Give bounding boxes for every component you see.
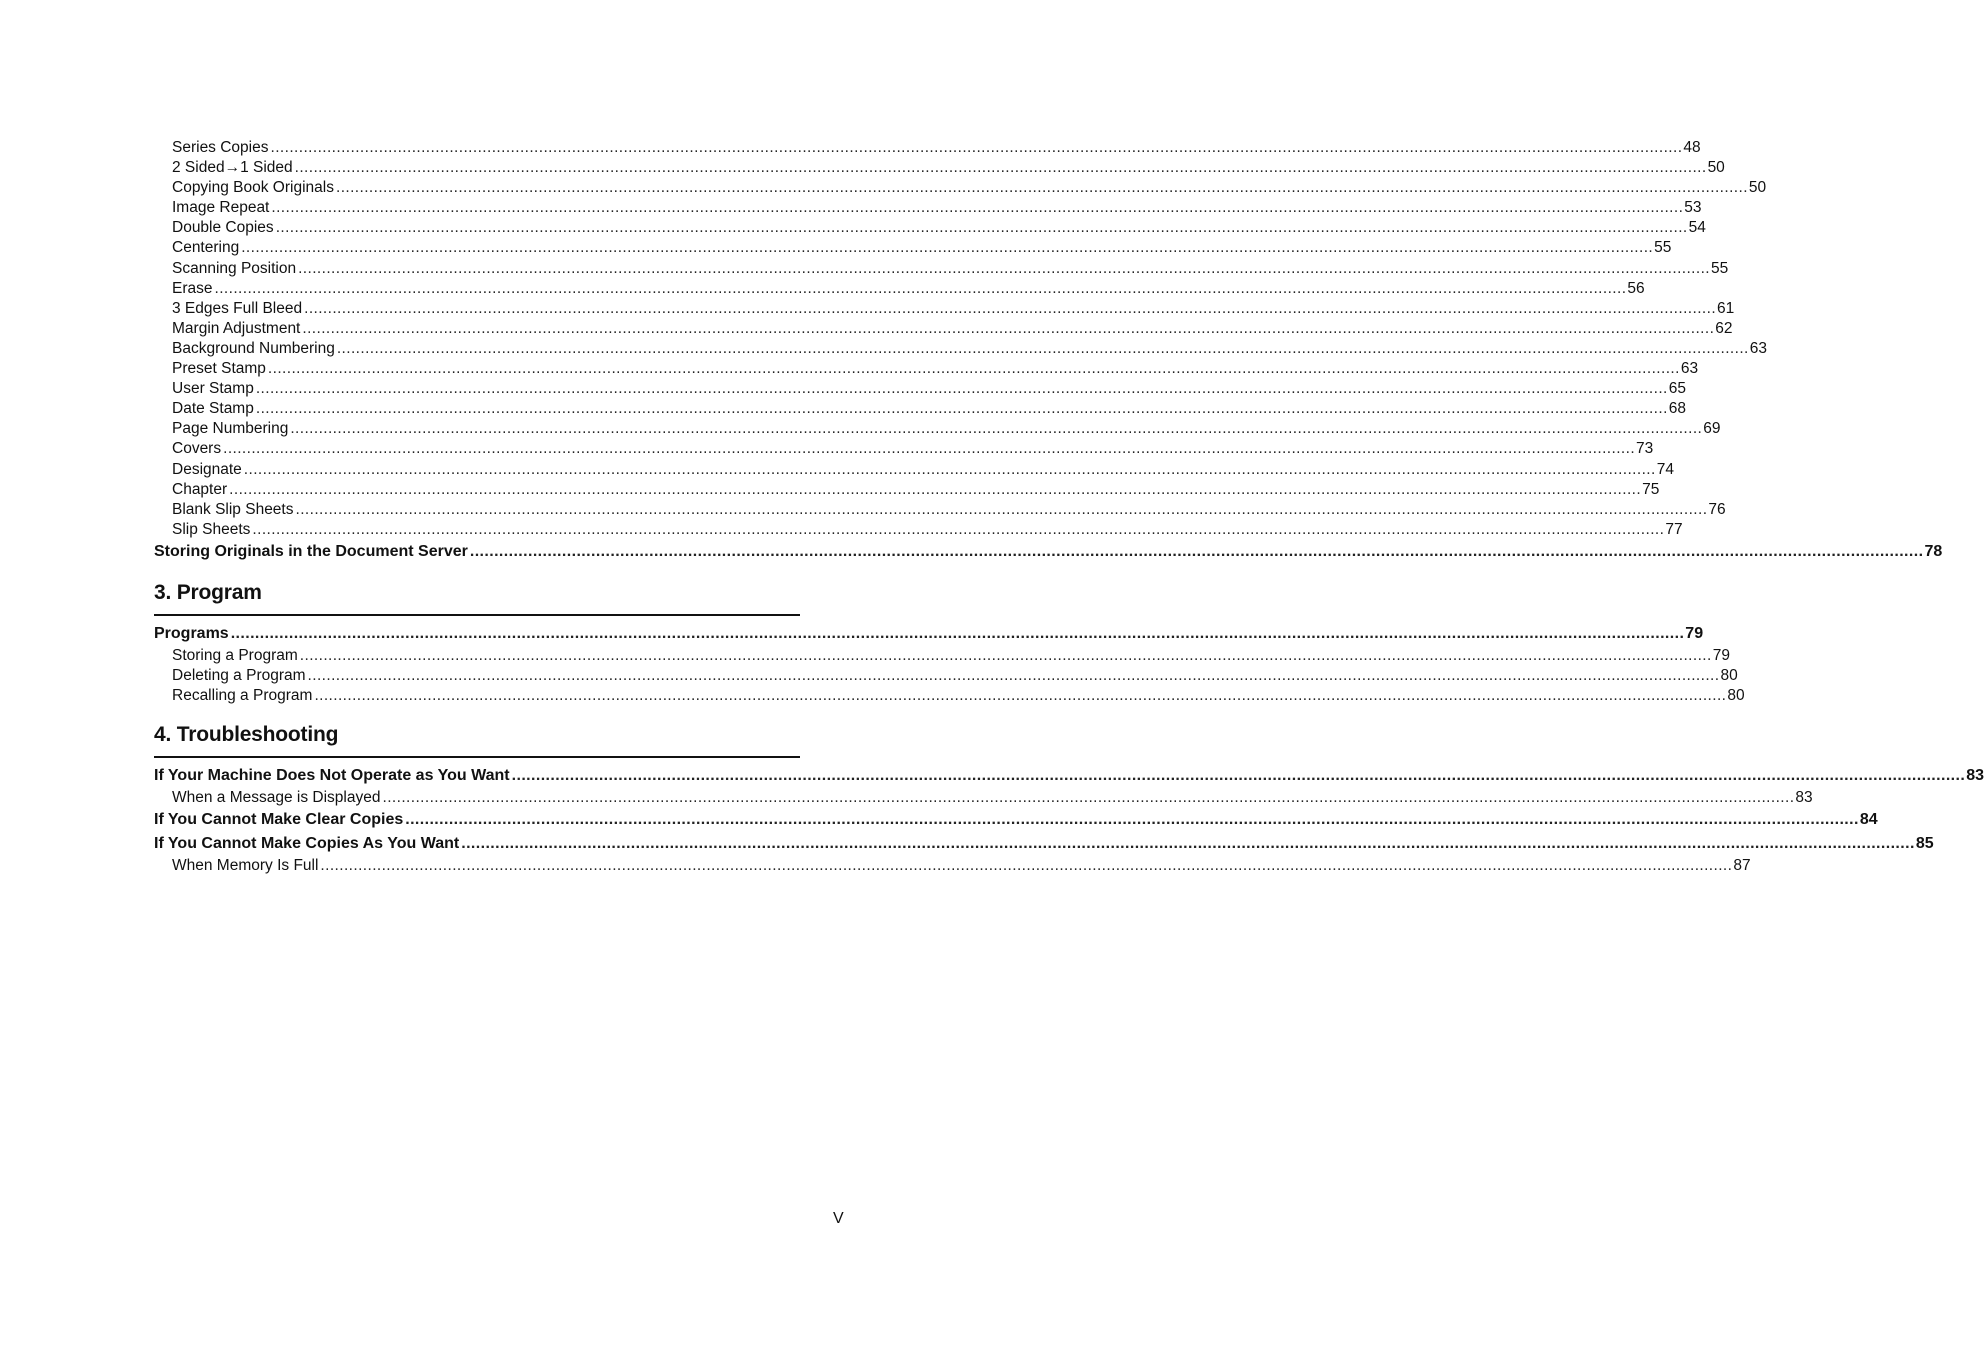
- dot-leader: ............................................................................................................................................................................................................................................................................................................: [255, 400, 1668, 418]
- toc-entry-page: 79: [1685, 624, 1704, 642]
- toc-entry-title: Copying Book Originals: [172, 179, 334, 197]
- toc-entry-page: 74: [1656, 460, 1674, 478]
- toc-entry-title: Page Numbering: [172, 420, 289, 438]
- toc-entry-page: 87: [1733, 857, 1751, 875]
- toc-entry-page: 77: [1665, 520, 1683, 538]
- dot-leader: ............................................................................................................................................................................................................................................................................................................: [314, 687, 1727, 705]
- toc-entry-title: Background Numbering: [172, 339, 335, 357]
- toc-entry-page: 56: [1627, 279, 1645, 297]
- toc-entry[interactable]: [154, 218, 1706, 238]
- toc-entry[interactable]: [154, 460, 1674, 480]
- dot-leader: ............................................................................................................................................................................................................................................................................................................: [241, 239, 1654, 257]
- toc-entry[interactable]: [154, 439, 1654, 459]
- dot-leader: ............................................................................................................................................................................................................................................................................................................: [302, 319, 1715, 337]
- toc-entry-page: 53: [1684, 199, 1702, 217]
- toc-entry-page: 83: [1795, 789, 1813, 807]
- dot-leader: ............................................................................................................................................................................................................................................................................................................: [469, 542, 1924, 560]
- dot-leader: ............................................................................................................................................................................................................................................................................................................: [229, 480, 1642, 498]
- toc-entry-page: 63: [1680, 360, 1699, 378]
- toc-entry-title: Series Copies: [172, 139, 269, 156]
- toc-entry[interactable]: [154, 299, 1735, 319]
- dot-leader: ............................................................................................................................................................................................................................................................................................................: [294, 159, 1707, 177]
- toc-entry-page: 84: [1859, 811, 1878, 829]
- toc-entry-page: 55: [1654, 239, 1672, 257]
- toc-entry[interactable]: [154, 339, 1768, 359]
- toc-entry-title: Recalling a Program: [172, 687, 313, 705]
- toc-entry[interactable]: [154, 520, 1683, 540]
- toc-entry-page: 76: [1708, 500, 1726, 518]
- dot-leader: ............................................................................................................................................................................................................................................................................................................: [299, 646, 1712, 664]
- toc-entry-title: When Memory Is Full: [172, 857, 319, 875]
- toc-entry[interactable]: [154, 259, 1729, 279]
- toc-entry-title: Erase: [172, 279, 213, 297]
- toc-entry-page: 73: [1636, 440, 1654, 458]
- dot-leader: ............................................................................................................................................................................................................................................................................................................: [290, 420, 1703, 438]
- dot-leader: ............................................................................................................................................................................................................................................................................................................: [320, 857, 1733, 875]
- toc-entry[interactable]: [154, 856, 1751, 876]
- dot-leader: ............................................................................................................................................................................................................................................................................................................: [307, 666, 1720, 684]
- toc-entry-page: 69: [1703, 420, 1721, 438]
- toc-entry[interactable]: [154, 832, 1934, 856]
- toc-entry[interactable]: [154, 138, 1701, 158]
- toc-entry[interactable]: [154, 198, 1702, 218]
- toc-entry-title: If Your Machine Does Not Operate as You Want: [154, 767, 510, 785]
- toc-entry[interactable]: [154, 622, 1704, 646]
- toc-entry[interactable]: [154, 279, 1645, 299]
- dot-leader: ............................................................................................................................................................................................................................................................................................................: [270, 139, 1683, 156]
- dot-leader: ............................................................................................................................................................................................................................................................................................................: [271, 199, 1684, 217]
- dot-leader: ............................................................................................................................................................................................................................................................................................................: [304, 299, 1717, 317]
- dot-leader: ............................................................................................................................................................................................................................................................................................................: [243, 460, 1656, 478]
- dot-leader: ............................................................................................................................................................................................................................................................................................................: [405, 811, 1859, 829]
- toc-entry-title: Designate: [172, 460, 242, 478]
- toc-entry-title: User Stamp: [172, 380, 254, 398]
- toc-entry[interactable]: [154, 419, 1721, 439]
- toc-entry-page: 75: [1642, 480, 1660, 498]
- toc-entry-title: Preset Stamp: [172, 360, 266, 378]
- dot-leader: ............................................................................................................................................................................................................................................................................................................: [295, 500, 1708, 518]
- toc-entry-page: 55: [1711, 259, 1729, 277]
- chapter-heading: 4. Troubleshooting: [154, 720, 800, 758]
- toc-entry-page: 54: [1688, 219, 1706, 237]
- page-number: V: [833, 1210, 844, 1227]
- toc-entry-title: Scanning Position: [172, 259, 297, 277]
- toc-entry[interactable]: [154, 686, 1745, 706]
- toc-entry-title: 3 Edges Full Bleed: [172, 299, 303, 317]
- toc-entry-title: Slip Sheets: [172, 520, 251, 538]
- toc-entry[interactable]: [154, 158, 1725, 178]
- toc-entry-title: Covers: [172, 440, 222, 458]
- toc-entry[interactable]: [154, 646, 1730, 666]
- toc-entry-page: 79: [1712, 646, 1730, 664]
- toc-entry-page: 78: [1924, 542, 1943, 560]
- toc-entry[interactable]: [154, 178, 1767, 198]
- toc-entry-page: 62: [1715, 319, 1733, 337]
- toc-entry-page: 68: [1668, 400, 1687, 418]
- toc-entry-title: Storing Originals in the Document Server: [154, 542, 468, 560]
- toc-entry-title: Deleting a Program: [172, 666, 306, 684]
- toc-entry[interactable]: [154, 319, 1733, 339]
- toc-entry[interactable]: [154, 379, 1687, 399]
- toc-entry[interactable]: [154, 238, 1672, 258]
- toc-entry-title: 2 Sided→1 Sided: [172, 159, 293, 177]
- dot-leader: ............................................................................................................................................................................................................................................................................................................: [511, 767, 1966, 785]
- toc-entry-page: 80: [1727, 687, 1745, 705]
- toc-entry[interactable]: [154, 666, 1738, 686]
- dot-leader: ............................................................................................................................................................................................................................................................................................................: [267, 360, 1680, 378]
- toc-entry-title: Blank Slip Sheets: [172, 500, 294, 518]
- dot-leader: ............................................................................................................................................................................................................................................................................................................: [255, 380, 1668, 398]
- toc-entry[interactable]: [154, 480, 1660, 500]
- toc-entry-page: 85: [1915, 835, 1934, 853]
- dot-leader: ............................................................................................................................................................................................................................................................................................................: [382, 789, 1795, 807]
- dot-leader: ............................................................................................................................................................................................................................................................................................................: [335, 179, 1748, 197]
- toc-entry[interactable]: [154, 808, 1878, 832]
- toc-entry[interactable]: [154, 399, 1687, 419]
- toc-entry-page: 61: [1717, 299, 1735, 317]
- toc-entry-page: 63: [1749, 339, 1768, 357]
- toc-entry-title: Programs: [154, 624, 229, 642]
- toc-entry[interactable]: [154, 764, 1984, 788]
- toc-entry-title: Image Repeat: [172, 199, 270, 217]
- dot-leader: ............................................................................................................................................................................................................................................................................................................: [275, 219, 1688, 237]
- chapter-heading: 3. Program: [154, 578, 800, 616]
- dot-leader: ............................................................................................................................................................................................................................................................................................................: [230, 624, 1685, 642]
- dot-leader: ............................................................................................................................................................................................................................................................................................................: [252, 520, 1665, 538]
- toc-entry[interactable]: [154, 500, 1726, 520]
- toc-entry-page: 50: [1748, 179, 1767, 197]
- toc-entry-title: Storing a Program: [172, 646, 298, 664]
- toc-entry-title: When a Message is Displayed: [172, 789, 381, 807]
- toc-entry-title: Margin Adjustment: [172, 319, 301, 337]
- toc-entry-page: 65: [1668, 380, 1687, 398]
- toc-entry-page: 48: [1683, 139, 1701, 156]
- dot-leader: ............................................................................................................................................................................................................................................................................................................: [336, 339, 1749, 357]
- toc-entry-title: If You Cannot Make Copies As You Want: [154, 835, 460, 853]
- toc-entry-title: Centering: [172, 239, 240, 257]
- toc-entry[interactable]: [154, 540, 1943, 564]
- dot-leader: ............................................................................................................................................................................................................................................................................................................: [461, 835, 1915, 853]
- toc-entry-page: 80: [1720, 666, 1738, 684]
- dot-leader: ............................................................................................................................................................................................................................................................................................................: [214, 279, 1627, 297]
- toc-entry-title: Date Stamp: [172, 400, 254, 418]
- toc-entry-title: Chapter: [172, 480, 228, 498]
- dot-leader: ............................................................................................................................................................................................................................................................................................................: [298, 259, 1711, 277]
- toc-entry-page: 83: [1966, 767, 1984, 785]
- toc-entry-title: If You Cannot Make Clear Copies: [154, 811, 404, 829]
- table-of-contents: [154, 138, 1984, 876]
- dot-leader: ............................................................................................................................................................................................................................................................................................................: [223, 440, 1636, 458]
- toc-entry-title: Double Copies: [172, 219, 274, 237]
- toc-entry[interactable]: [154, 788, 1813, 808]
- toc-entry[interactable]: [154, 359, 1699, 379]
- toc-entry-page: 50: [1707, 159, 1725, 177]
